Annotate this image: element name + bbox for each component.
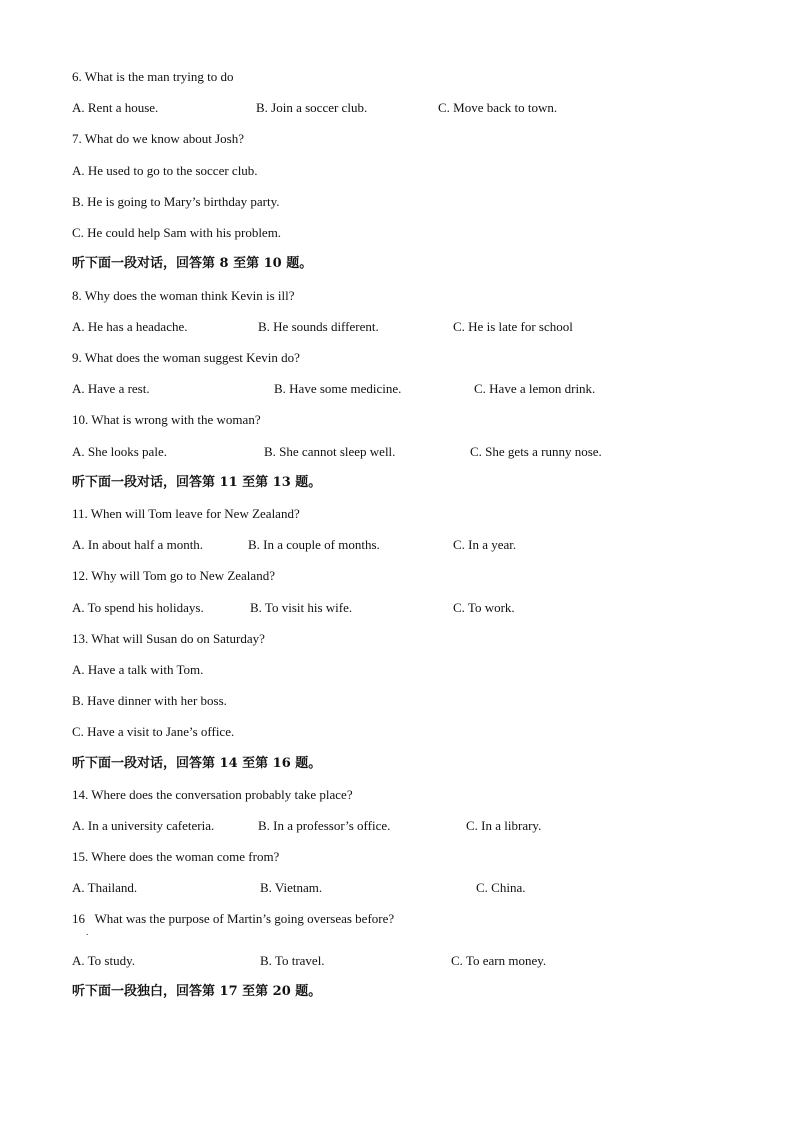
section-heading-17-20: 听下面一段独白，回答第 17 至第 20 题。: [72, 984, 322, 999]
question-16-stem: 16 What was the purpose of Martin’s going overseas before?: [72, 911, 395, 926]
question-14-option-b: B. In a professor’s office.: [258, 818, 391, 833]
question-12-option-c: C. To work.: [453, 600, 515, 615]
question-11-option-a: A. In about half a month.: [72, 537, 204, 552]
question-7-stem: 7. What do we know about Josh?: [72, 131, 244, 146]
question-15-stem: 15. Where does the woman come from?: [72, 849, 280, 864]
question-10-stem: 10. What is wrong with the woman?: [72, 412, 261, 427]
question-14-stem: 14. Where does the conversation probably take place?: [72, 787, 353, 802]
stray-dot-mark: .: [86, 927, 89, 937]
question-13-option-a: A. Have a talk with Tom.: [72, 662, 204, 677]
question-12-option-a: A. To spend his holidays.: [72, 600, 204, 615]
question-15-option-b: B. Vietnam.: [260, 880, 323, 895]
question-6-option-c: C. Move back to town.: [438, 100, 558, 115]
question-15-option-c: C. China.: [476, 880, 526, 895]
question-6-option-b: B. Join a soccer club.: [256, 100, 368, 115]
question-13-option-b: B. Have dinner with her boss.: [72, 693, 227, 708]
question-9-stem: 9. What does the woman suggest Kevin do?: [72, 350, 300, 365]
question-16-option-c: C. To earn money.: [451, 953, 547, 968]
question-10-option-a: A. She looks pale.: [72, 444, 167, 459]
question-8-option-a: A. He has a headache.: [72, 319, 188, 334]
question-8-option-b: B. He sounds different.: [258, 319, 379, 334]
question-12-stem: 12. Why will Tom go to New Zealand?: [72, 568, 275, 583]
question-14-option-a: A. In a university cafeteria.: [72, 818, 215, 833]
question-13-option-c: C. Have a visit to Jane’s office.: [72, 724, 235, 739]
question-12-option-b: B. To visit his wife.: [250, 600, 353, 615]
question-7-option-a: A. He used to go to the soccer club.: [72, 163, 258, 178]
question-8-option-c: C. He is late for school: [453, 319, 573, 334]
section-heading-8-10: 听下面一段对话，回答第 8 至第 10 题。: [72, 256, 313, 271]
question-7-option-b: B. He is going to Mary’s birthday party.: [72, 194, 280, 209]
question-11-stem: 11. When will Tom leave for New Zealand?: [72, 506, 300, 521]
question-11-option-c: C. In a year.: [453, 537, 517, 552]
question-14-option-c: C. In a library.: [466, 818, 542, 833]
question-6-option-a: A. Rent a house.: [72, 100, 159, 115]
question-15-option-a: A. Thailand.: [72, 880, 138, 895]
question-11-option-b: B. In a couple of months.: [248, 537, 380, 552]
question-10-option-c: C. She gets a runny nose.: [470, 444, 602, 459]
section-heading-11-13: 听下面一段对话，回答第 11 至第 13 题。: [72, 475, 322, 490]
question-16-option-b: B. To travel.: [260, 953, 325, 968]
question-13-stem: 13. What will Susan do on Saturday?: [72, 631, 265, 646]
question-10-option-b: B. She cannot sleep well.: [264, 444, 396, 459]
question-6-stem: 6. What is the man trying to do: [72, 69, 234, 84]
question-8-stem: 8. Why does the woman think Kevin is ill?: [72, 288, 295, 303]
question-9-option-b: B. Have some medicine.: [274, 381, 402, 396]
question-16-option-a: A. To study.: [72, 953, 136, 968]
question-7-option-c: C. He could help Sam with his problem.: [72, 225, 282, 240]
question-9-option-c: C. Have a lemon drink.: [474, 381, 596, 396]
section-heading-14-16: 听下面一段对话，回答第 14 至第 16 题。: [72, 756, 322, 771]
question-9-option-a: A. Have a rest.: [72, 381, 150, 396]
